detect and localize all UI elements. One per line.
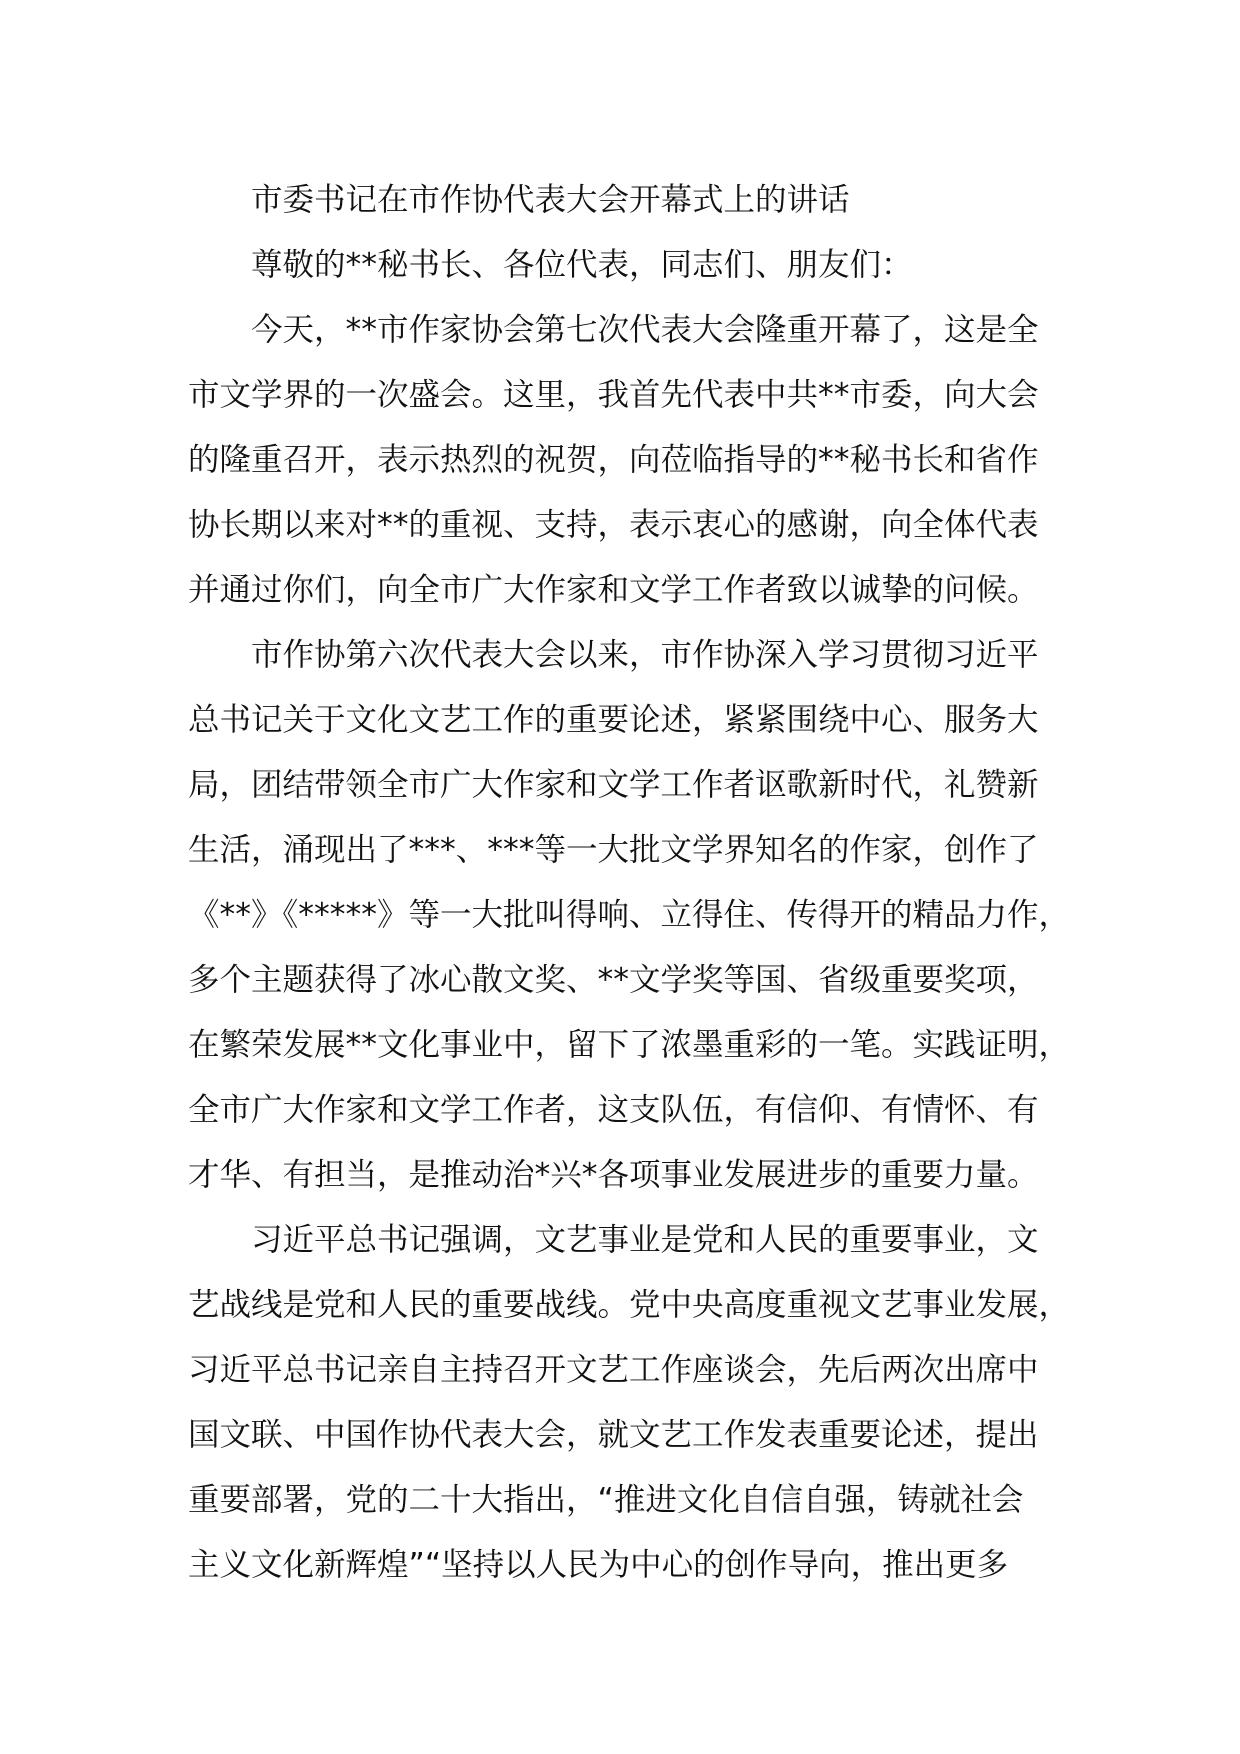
paragraph-line: 市作协第六次代表大会以来，市作协深入学习贯彻习近平 (251, 637, 1039, 673)
paragraph-1 (188, 298, 1088, 623)
paragraph-line: 《**》《*****》等一大批叫得响、立得住、传得开的精品力作， (188, 897, 1071, 933)
paragraph-2 (188, 623, 1088, 1208)
paragraph-line: 习近平总书记亲自主持召开文艺工作座谈会，先后两次出席中 (188, 1352, 1039, 1388)
paragraph-line: 在繁荣发展**文化事业中，留下了浓墨重彩的一笔。实践证明， (188, 1027, 1071, 1063)
paragraph-line: 艺战线是党和人民的重要战线。党中央高度重视文艺事业发展， (188, 1287, 1071, 1323)
paragraph-line: 习近平总书记强调，文艺事业是党和人民的重要事业，文 (251, 1222, 1039, 1258)
paragraph-line: 协长期以来对**的重视、支持，表示衷心的感谢，向全体代表 (188, 507, 1039, 543)
paragraph-line: 今天，**市作家协会第七次代表大会隆重开幕了，这是全 (251, 312, 1039, 348)
salutation: 尊敬的**秘书长、各位代表，同志们、朋友们： (251, 247, 913, 283)
paragraph-line: 全市广大作家和文学工作者，这支队伍，有信仰、有情怀、有 (188, 1092, 1039, 1128)
paragraph-line: 才华、有担当，是推动治*兴*各项事业发展进步的重要力量。 (188, 1157, 1039, 1193)
document-body (188, 168, 1088, 1598)
paragraph-line: 多个主题获得了冰心散文奖、**文学奖等国、省级重要奖项， (188, 962, 1039, 998)
document-title: 市委书记在市作协代表大会开幕式上的讲话 (251, 182, 850, 218)
paragraph-line: 主义文化新辉煌”“坚持以人民为中心的创作导向，推出更多 (188, 1547, 1009, 1583)
paragraph-line: 市文学界的一次盛会。这里，我首先代表中共**市委，向大会 (188, 377, 1039, 413)
paragraph-line: 局，团结带领全市广大作家和文学工作者讴歌新时代，礼赞新 (188, 767, 1039, 803)
paragraph-line: 国文联、中国作协代表大会，就文艺工作发表重要论述，提出 (188, 1417, 1039, 1453)
paragraph-line: 并通过你们，向全市广大作家和文学工作者致以诚挚的问候。 (188, 572, 1039, 608)
paragraph-line: 的隆重召开，表示热烈的祝贺，向莅临指导的**秘书长和省作 (188, 442, 1039, 478)
paragraph-3 (188, 1208, 1088, 1598)
paragraph-line: 总书记关于文化文艺工作的重要论述，紧紧围绕中心、服务大 (188, 702, 1039, 738)
paragraph-line: 重要部署，党的二十大指出，“推进文化自信自强，铸就社会 (188, 1482, 1024, 1518)
paragraph-line: 生活，涌现出了***、***等一大批文学界知名的作家，创作了 (188, 832, 1039, 868)
